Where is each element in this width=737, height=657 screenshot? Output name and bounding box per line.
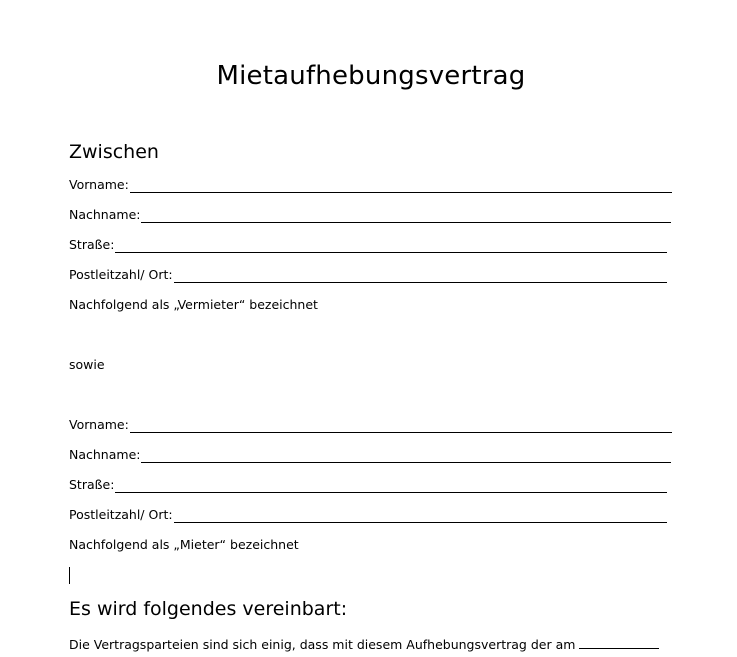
tenant-vorname-label: Vorname:: [69, 417, 129, 432]
tenant-strasse-line[interactable]: [115, 479, 667, 493]
landlord-strasse-field[interactable]: [69, 237, 667, 253]
tenant-plz-ort-label: Postleitzahl/ Ort:: [69, 507, 173, 522]
landlord-nachname-field[interactable]: [69, 207, 671, 223]
landlord-strasse-label: Straße:: [69, 237, 115, 252]
tenant-vorname-line[interactable]: [130, 419, 672, 433]
tenant-nachname-line[interactable]: [141, 449, 671, 463]
landlord-nachname-line[interactable]: [141, 209, 671, 223]
agreement-text: Die Vertragsparteien sind sich einig, dass mit diesem Aufhebungsvertrag der am: [69, 637, 576, 652]
landlord-vorname-label: Vorname:: [69, 177, 129, 192]
landlord-plz-ort-field[interactable]: [69, 267, 667, 283]
tenant-plz-ort-field[interactable]: [69, 507, 667, 523]
agreement-paragraph: [69, 637, 659, 653]
landlord-plz-ort-label: Postleitzahl/ Ort:: [69, 267, 173, 282]
tenant-strasse-field[interactable]: [69, 477, 667, 493]
tenant-vorname-field[interactable]: [69, 417, 672, 433]
document-title: Mietaufhebungsvertrag: [216, 61, 526, 91]
agreement-date-blank[interactable]: [579, 637, 659, 649]
section-heading-vereinbarung: Es wird folgendes vereinbart:: [69, 598, 348, 620]
landlord-strasse-line[interactable]: [115, 239, 667, 253]
text-cursor: [69, 567, 70, 584]
tenant-designation: Nachfolgend als „Mieter“ bezeichnet: [69, 537, 299, 552]
tenant-nachname-field[interactable]: [69, 447, 671, 463]
tenant-plz-ort-line[interactable]: [174, 509, 667, 523]
tenant-nachname-label: Nachname:: [69, 447, 141, 462]
section-heading-zwischen: Zwischen: [69, 141, 159, 163]
landlord-plz-ort-line[interactable]: [174, 269, 667, 283]
landlord-designation: Nachfolgend als „Vermieter“ bezeichnet: [69, 297, 318, 312]
tenant-strasse-label: Straße:: [69, 477, 115, 492]
conjunction-text: sowie: [69, 357, 105, 372]
landlord-vorname-field[interactable]: [69, 177, 672, 193]
landlord-nachname-label: Nachname:: [69, 207, 141, 222]
landlord-vorname-line[interactable]: [130, 179, 672, 193]
